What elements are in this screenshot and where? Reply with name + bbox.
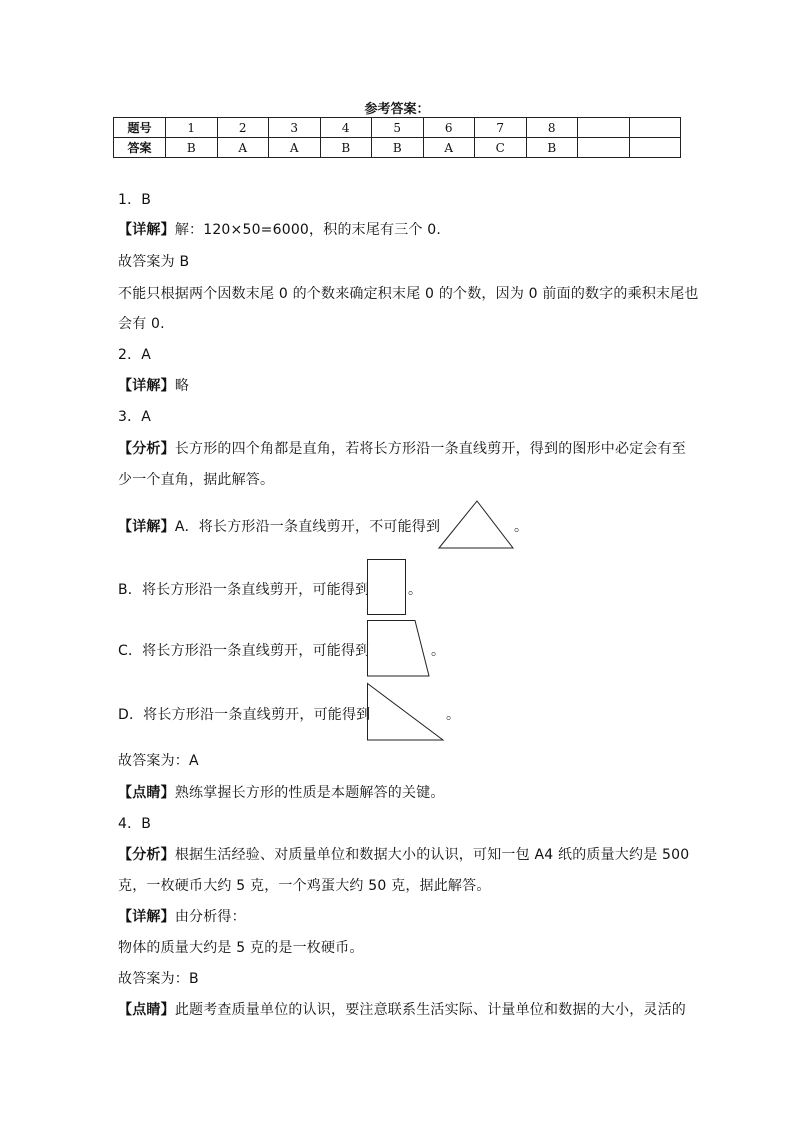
text-line: 1．B bbox=[118, 192, 152, 208]
option-a-line: 【详解】A．将长方形沿一条直线剪开，不可能得到 bbox=[118, 519, 441, 535]
table-cell bbox=[578, 138, 630, 158]
table-row-numbers bbox=[114, 118, 681, 138]
text-line: 3．A bbox=[118, 409, 152, 425]
table-cell bbox=[578, 118, 630, 138]
table-row-answers bbox=[114, 138, 681, 158]
period: 。 bbox=[408, 582, 423, 598]
table-cell: A bbox=[217, 138, 269, 158]
text-line: 【详解】由分析得： bbox=[118, 909, 246, 925]
table-cell bbox=[629, 118, 681, 138]
text-line: 物体的质量大约是 5 克的是一枚硬币。 bbox=[118, 940, 364, 956]
table-cell: 5 bbox=[372, 118, 424, 138]
option-c-line: C．将长方形沿一条直线剪开，可能得到 bbox=[118, 643, 370, 659]
table-cell: 8 bbox=[526, 118, 578, 138]
rectangle-figure bbox=[366, 558, 408, 616]
table-cell: A bbox=[423, 138, 475, 158]
table-cell: B bbox=[166, 138, 218, 158]
option-d-line: D．将长方形沿一条直线剪开，可能得到 bbox=[118, 707, 371, 723]
obtuse-triangle-figure bbox=[436, 498, 516, 550]
text-line: 【点睛】熟练掌握长方形的性质是本题解答的关键。 bbox=[118, 785, 445, 801]
table-cell: 1 bbox=[166, 118, 218, 138]
table-cell bbox=[629, 138, 681, 158]
table-cell: A bbox=[269, 138, 321, 158]
text-line: 少一个直角，据此解答。 bbox=[118, 472, 275, 488]
text-line: 不能只根据两个因数末尾 0 的个数来确定积末尾 0 的个数，因为 0 前面的数字的乘积末尾也 bbox=[118, 286, 699, 302]
period: 。 bbox=[514, 519, 529, 535]
answer-key-title: 参考答案： bbox=[364, 102, 430, 117]
text-line: 【点睛】此题考查质量单位的认识，要注意联系生活实际、计量单位和数据的大小，灵活的 bbox=[118, 1002, 687, 1018]
text-line: 4．B bbox=[118, 816, 152, 832]
text-line: 【详解】略 bbox=[118, 378, 190, 394]
right-triangle-figure bbox=[366, 682, 446, 742]
table-cell: 3 bbox=[269, 118, 321, 138]
option-b-line: B．将长方形沿一条直线剪开，可能得到 bbox=[118, 582, 370, 598]
table-header-answer: 答案 bbox=[114, 138, 166, 158]
text-line: 2．A bbox=[118, 347, 152, 363]
text-line: 故答案为：A bbox=[118, 753, 199, 769]
table-cell: B bbox=[526, 138, 578, 158]
table-cell: C bbox=[475, 138, 527, 158]
text-line: 【分析】长方形的四个角都是直角，若将长方形沿一条直线剪开，得到的图形中必定会有至 bbox=[118, 441, 687, 457]
text-line: 故答案为 B bbox=[118, 254, 190, 270]
text-line: 会有 0. bbox=[118, 316, 165, 332]
table-cell: B bbox=[372, 138, 424, 158]
table-header-question-number: 题号 bbox=[114, 118, 166, 138]
text-line: 【详解】解：120×50=6000，积的末尾有三个 0. bbox=[118, 222, 442, 238]
table-cell: B bbox=[320, 138, 372, 158]
table-cell: 2 bbox=[217, 118, 269, 138]
table-cell: 4 bbox=[320, 118, 372, 138]
period: 。 bbox=[446, 707, 461, 723]
text-line: 【分析】根据生活经验、对质量单位和数据大小的认识，可知一包 A4 纸的质量大约是 500 bbox=[118, 847, 690, 863]
text-line: 故答案为：B bbox=[118, 971, 199, 987]
table-cell: 7 bbox=[475, 118, 527, 138]
period: 。 bbox=[431, 643, 446, 659]
text-line: 克，一枚硬币大约 5 克，一个鸡蛋大约 50 克，据此解答。 bbox=[118, 878, 491, 894]
answer-table bbox=[113, 117, 681, 158]
right-trapezoid-figure bbox=[366, 619, 432, 679]
table-cell: 6 bbox=[423, 118, 475, 138]
